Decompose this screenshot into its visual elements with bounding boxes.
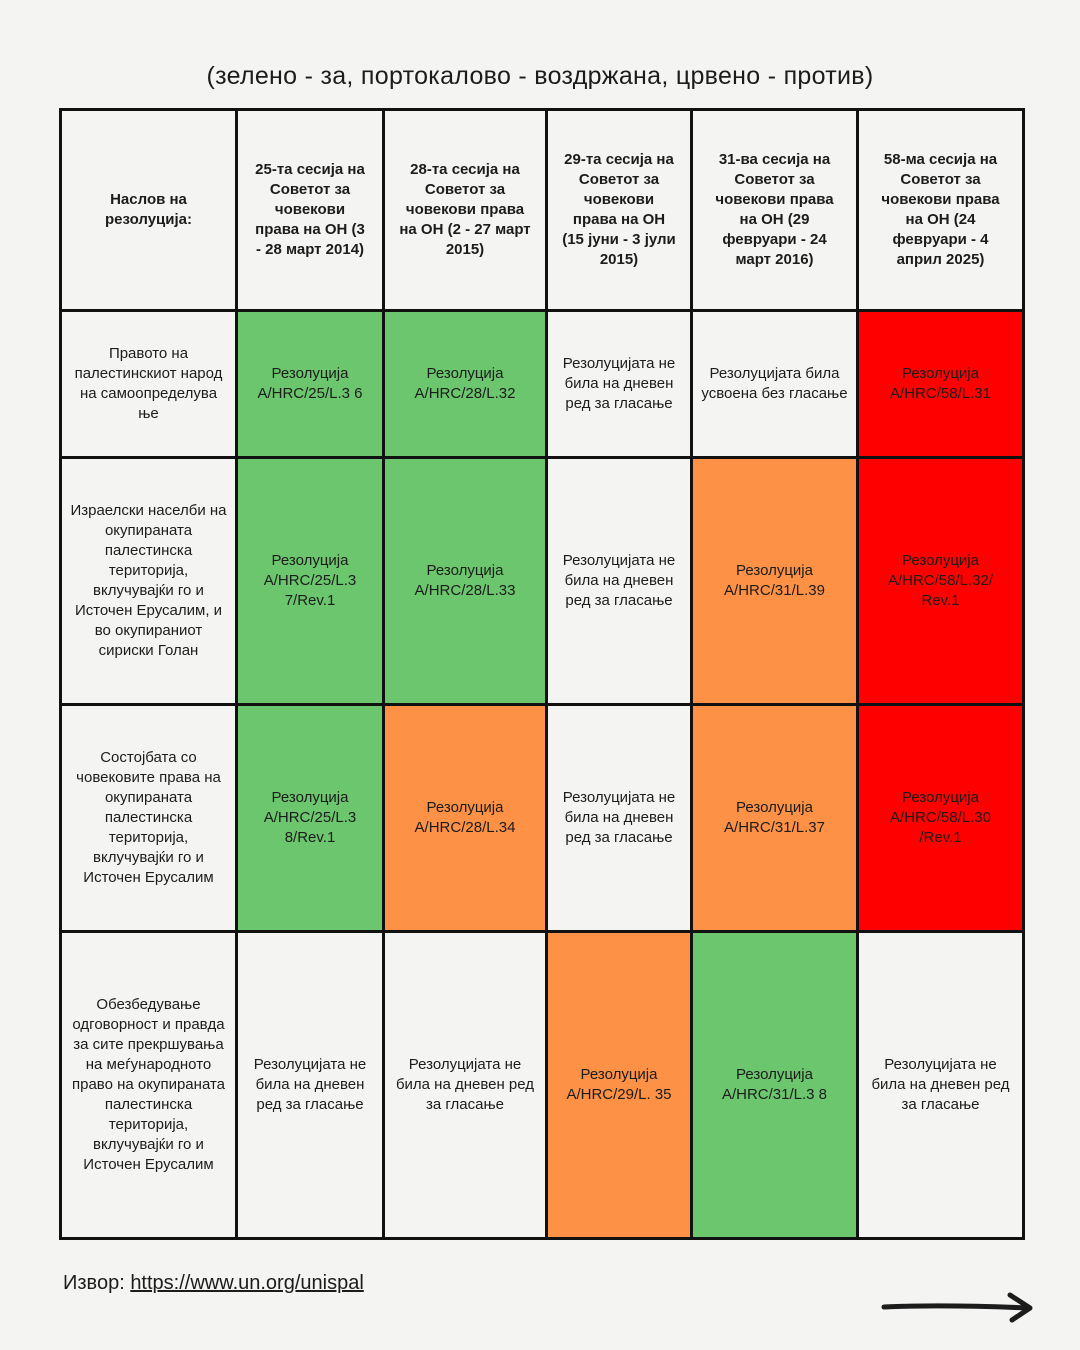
vote-cell: Резолуцијата не била на дневен ред за гласање xyxy=(547,311,692,458)
header-session-28: 28-та сесија на Советот за човекови права на ОН (2 - 27 март 2015) xyxy=(384,110,547,311)
vote-cell: Резолуција A/HRC/58/L.31 xyxy=(858,311,1024,458)
vote-cell: Резолуцијата не била на дневен ред за гласање xyxy=(547,705,692,932)
source-label: Извор: xyxy=(63,1272,125,1294)
resolution-title: Правото на палестинскиот народ на самоопределува ње xyxy=(61,311,237,458)
vote-cell: Резолуција A/HRC/28/L.32 xyxy=(384,311,547,458)
table-row xyxy=(61,932,1024,1239)
vote-cell: Резолуција A/HRC/31/L.3 8 xyxy=(692,932,858,1239)
vote-cell: Резолуцијата била усвоена без гласање xyxy=(692,311,858,458)
vote-cell: Резолуцијата не била на дневен ред за гласање xyxy=(384,932,547,1239)
color-legend: (зелено - за, портокалово - воздржана, црвено - против) xyxy=(206,62,874,90)
resolution-title: Обезбедување одговорност и правда за сите прекршувања на меѓународното право на окупираната палестинска територија, вклучувајќи го и Источен Ерусалим xyxy=(61,932,237,1239)
header-session-25: 25-та сесија на Советот за човекови права на ОН (3 - 28 март 2014) xyxy=(237,110,384,311)
vote-cell: Резолуција A/HRC/31/L.39 xyxy=(692,458,858,705)
table-row xyxy=(61,458,1024,705)
vote-cell: Резолуцијата не била на дневен ред за гласање xyxy=(547,458,692,705)
arrow-right-icon[interactable] xyxy=(880,1290,1040,1330)
source-line xyxy=(63,1272,364,1295)
resolutions-table xyxy=(59,108,1025,1240)
vote-cell: Резолуција A/HRC/25/L.3 7/Rev.1 xyxy=(237,458,384,705)
header-session-58: 58-ма сесија на Советот за човекови права на ОН (24 февруари - 4 април 2025) xyxy=(858,110,1024,311)
vote-cell: Резолуција A/HRC/28/L.33 xyxy=(384,458,547,705)
vote-cell: Резолуцијата не била на дневен ред за гласање xyxy=(858,932,1024,1239)
source-link[interactable]: https://www.un.org/unispal xyxy=(130,1272,364,1294)
header-session-29: 29-та сесија на Советот за човекови права на ОН (15 јуни - 3 јули 2015) xyxy=(547,110,692,311)
vote-cell: Резолуција A/HRC/58/L.30 /Rev.1 xyxy=(858,705,1024,932)
vote-cell: Резолуција A/HRC/29/L. 35 xyxy=(547,932,692,1239)
table-row xyxy=(61,705,1024,932)
resolution-title: Состојбата со човековите права на окупираната палестинска територија, вклучувајќи го и Источен Ерусалим xyxy=(61,705,237,932)
vote-cell: Резолуцијата не била на дневен ред за гласање xyxy=(237,932,384,1239)
vote-cell: Резолуција A/HRC/25/L.3 8/Rev.1 xyxy=(237,705,384,932)
vote-cell: Резолуција A/HRC/31/L.37 xyxy=(692,705,858,932)
vote-cell: Резолуција A/HRC/28/L.34 xyxy=(384,705,547,932)
header-session-31: 31-ва сесија на Советот за човекови права на ОН (29 февруари - 24 март 2016) xyxy=(692,110,858,311)
vote-cell: Резолуција A/HRC/58/L.32/ Rev.1 xyxy=(858,458,1024,705)
resolution-title: Израелски населби на окупираната палестинска територија, вклучувајќи го и Источен Ерусалим, и во окупираниот сириски Голан xyxy=(61,458,237,705)
table-row xyxy=(61,311,1024,458)
vote-cell: Резолуција A/HRC/25/L.3 6 xyxy=(237,311,384,458)
header-row xyxy=(61,110,1024,311)
header-title: Наслов на резолуција: xyxy=(61,110,237,311)
